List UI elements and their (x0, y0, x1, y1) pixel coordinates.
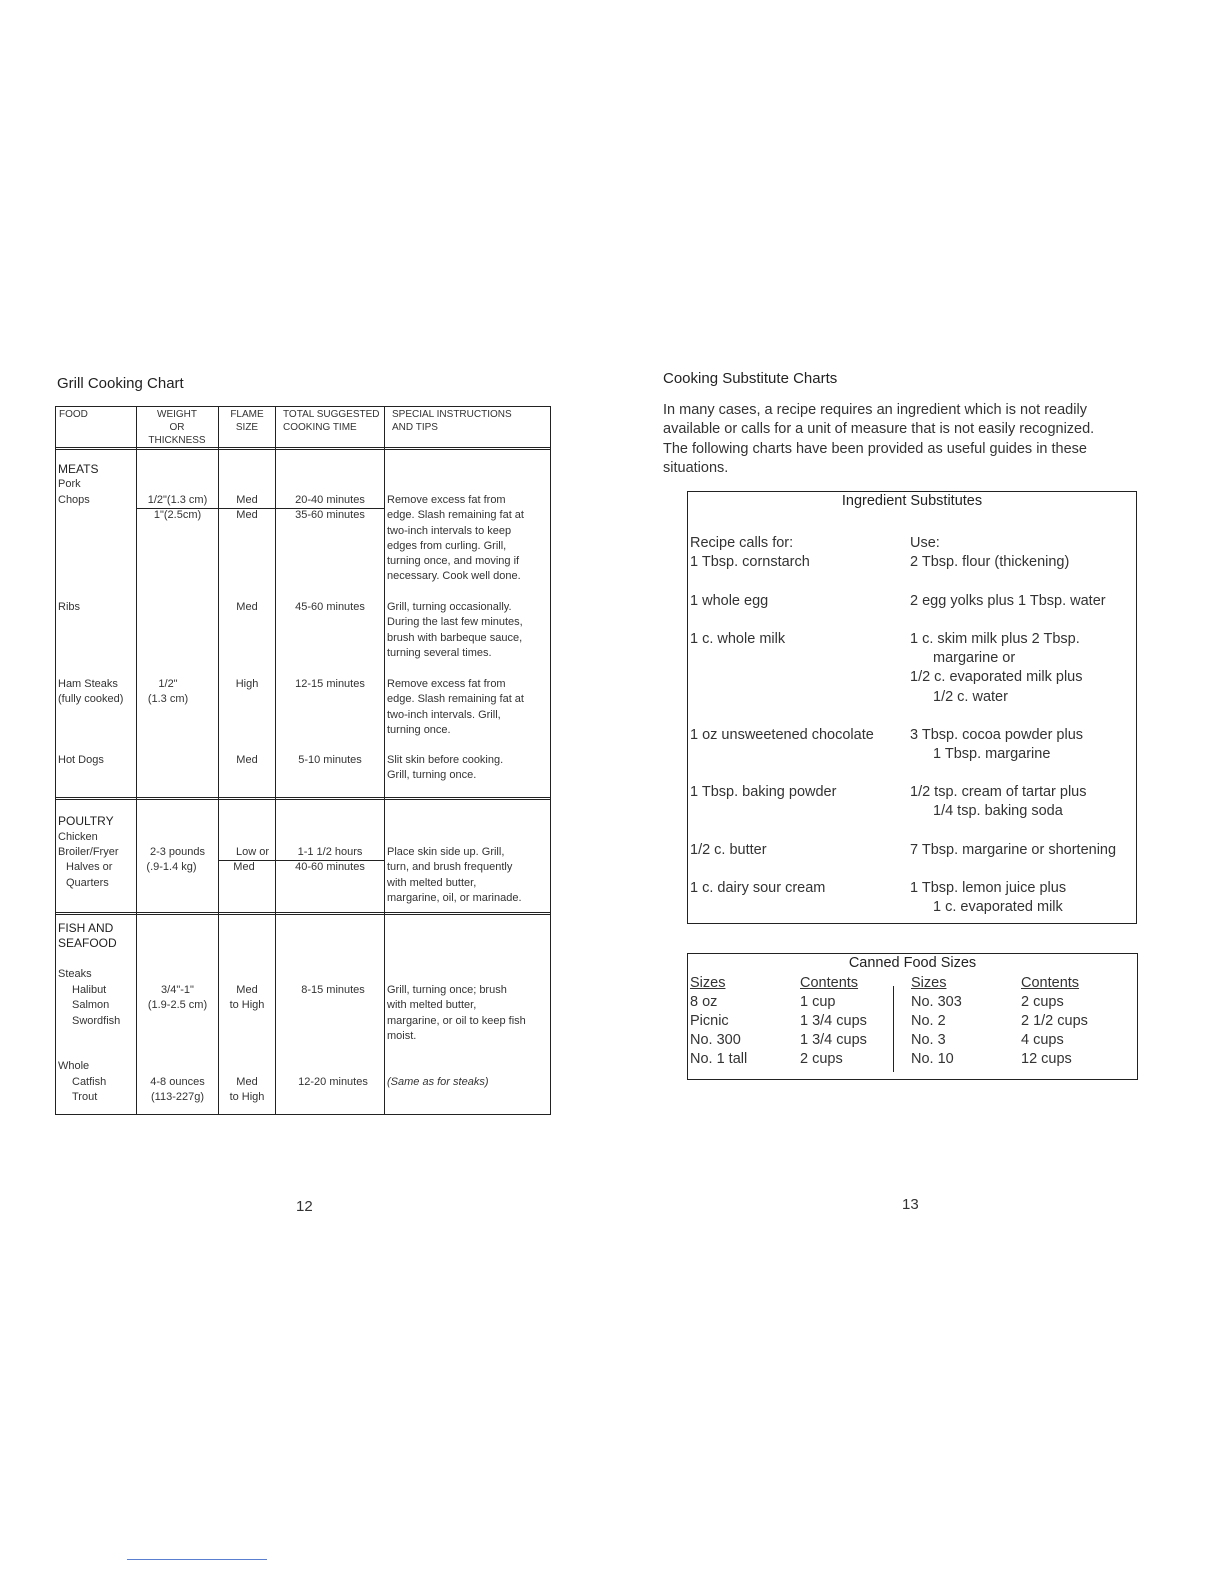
footer-rule (127, 1559, 267, 1560)
fish-whole-types: Catfish Trout (72, 1076, 107, 1104)
use-cornstarch: 2 Tbsp. flour (thickening) (910, 554, 1070, 570)
ham-time: 12-15 minutes (295, 678, 365, 690)
header-weight: WEIGHT OR THICKNESS (148, 409, 206, 446)
food-ham-steaks: Ham Steaks (fully cooked) (58, 678, 124, 706)
hotdogs-time: 5-10 minutes (298, 754, 362, 766)
header-sizes-right: Sizes (911, 975, 947, 991)
calls-cornstarch: 1 Tbsp. cornstarch (690, 554, 810, 570)
use-baking-powder: 1/2 tsp. cream of tartar plus 1/4 tsp. baking soda (910, 784, 1087, 820)
header-divider (56, 449, 550, 450)
canned-contents: 4 cups (1021, 1032, 1064, 1048)
ham-flame: High (235, 678, 259, 690)
ham-tips: Remove excess fat from edge. Slash remaining fat at two-inch intervals. Grill, turning once. (387, 678, 524, 736)
food-broiler-fryer: Broiler/Fryer Halves or Quarters (58, 846, 119, 889)
section-divider (56, 799, 550, 800)
section-divider (56, 912, 550, 913)
header-tips: SPECIAL INSTRUCTIONS AND TIPS (392, 409, 512, 433)
canned-size: No. 2 (911, 1013, 946, 1029)
poultry-weight: 2-3 pounds (.9-1.4 kg) (146, 846, 206, 874)
calls-egg: 1 whole egg (690, 593, 769, 609)
canned-size: No. 10 (911, 1051, 954, 1067)
canned-contents: 2 cups (800, 1051, 843, 1067)
ribs-time: 45-60 minutes (295, 601, 365, 613)
section-fish: FISH AND SEAFOOD (58, 921, 117, 951)
header-divider (56, 447, 550, 448)
poultry-flame-2: Med (233, 861, 255, 873)
fish-whole-time: 12-20 minutes (298, 1076, 368, 1088)
canned-food-sizes-table (687, 953, 1138, 1080)
section-divider (56, 797, 550, 798)
fish-steak-time: 8-15 minutes (301, 984, 365, 996)
canned-size: No. 1 tall (690, 1051, 748, 1067)
canned-size: No. 300 (690, 1032, 741, 1048)
canned-contents: 2 cups (1021, 994, 1064, 1010)
page-number-right: 13 (902, 1196, 919, 1213)
header-contents-left: Contents (800, 975, 859, 991)
ribs-flame: Med (236, 601, 258, 613)
section-divider (56, 914, 550, 915)
column-divider (384, 407, 385, 1114)
subsection-steaks: Steaks (58, 968, 92, 980)
section-poultry: POULTRY (58, 814, 114, 828)
canned-contents: 1 3/4 cups (800, 1032, 867, 1048)
chops-weight-1: 1/2"(1.3 cm) (147, 494, 208, 506)
calls-butter: 1/2 c. butter (690, 842, 767, 858)
chops-tips: Remove excess fat from edge. Slash remaining fat at two-inch intervals to keep edges from curling. Grill, turning once, and moving if necessary. Cook well done. (387, 494, 524, 583)
food-ribs: Ribs (58, 601, 81, 613)
canned-size: No. 303 (911, 994, 962, 1010)
calls-milk: 1 c. whole milk (690, 631, 786, 647)
use-butter: 7 Tbsp. margarine or shortening (910, 842, 1117, 858)
page-number-left: 12 (296, 1198, 313, 1215)
hotdogs-flame: Med (236, 754, 258, 766)
food-chops: Chops (58, 494, 90, 506)
chops-flame-1: Med (236, 494, 258, 506)
chops-flame-2: Med (236, 509, 258, 521)
use-chocolate: 3 Tbsp. cocoa powder plus 1 Tbsp. margarine (910, 727, 1084, 763)
canned-size: Picnic (690, 1013, 729, 1029)
column-divider (893, 986, 894, 1072)
canned-contents: 2 1/2 cups (1021, 1013, 1088, 1029)
subsection-whole: Whole (58, 1060, 90, 1072)
ribs-tips: Grill, turning occasionally. During the last few minutes, brush with barbeque sauce, turning several times. (387, 601, 523, 659)
poultry-flame-1: Low or (235, 846, 270, 858)
fish-steak-types: Halibut Salmon Swordfish (72, 984, 121, 1027)
subsection-pork: Pork (58, 478, 81, 490)
fish-steak-flame: Med to High (229, 984, 265, 1012)
fish-steak-weight: 3/4"-1" (1.9-2.5 cm) (147, 984, 208, 1012)
fish-whole-flame: Med to High (229, 1076, 265, 1104)
calls-baking-powder: 1 Tbsp. baking powder (690, 784, 837, 800)
hotdogs-tips: Slit skin before cooking. Grill, turning once. (387, 754, 504, 782)
header-time: TOTAL SUGGESTED COOKING TIME (283, 409, 380, 433)
header-contents-right: Contents (1021, 975, 1080, 991)
poultry-time-1: 1-1 1/2 hours (297, 846, 363, 858)
canned-size: 8 oz (690, 994, 718, 1010)
substitute-charts-title: Cooking Substitute Charts (663, 370, 838, 387)
canned-contents: 12 cups (1021, 1051, 1072, 1067)
grill-cooking-table (55, 406, 551, 1115)
ingredient-substitutes-table (687, 491, 1137, 924)
grill-chart-title: Grill Cooking Chart (57, 375, 184, 392)
food-hot-dogs: Hot Dogs (58, 754, 104, 766)
canned-caption: Canned Food Sizes (848, 955, 977, 971)
col-header-recipe: Recipe calls for: (690, 535, 794, 551)
header-sizes-left: Sizes (690, 975, 726, 991)
poultry-tips: Place skin side up. Grill, turn, and brush frequently with melted butter, margarine, oil, or marinade. (387, 846, 522, 904)
header-flame: FLAME SIZE (230, 409, 264, 433)
col-header-use: Use: (910, 535, 940, 551)
poultry-time-2: 40-60 minutes (295, 861, 365, 873)
canned-size: No. 3 (911, 1032, 946, 1048)
use-egg: 2 egg yolks plus 1 Tbsp. water (910, 593, 1106, 609)
use-sour-cream: 1 Tbsp. lemon juice plus 1 c. evaporated milk (910, 880, 1067, 916)
use-milk: 1 c. skim milk plus 2 Tbsp. margarine or 1/2 c. evaporated milk plus 1/2 c. water (910, 631, 1083, 705)
fish-whole-tips: (Same as for steaks) (387, 1076, 489, 1088)
chops-time-2: 35-60 minutes (295, 509, 365, 521)
chops-weight-2: 1"(2.5cm) (153, 509, 202, 521)
canned-contents: 1 3/4 cups (800, 1013, 867, 1029)
subsection-chicken: Chicken (58, 831, 98, 843)
chops-time-1: 20-40 minutes (295, 494, 365, 506)
intro-paragraph: In many cases, a recipe requires an ingredient which is not readily available or calls for a unit of measure that is not easily recognized. The following charts have been provided as useful guides in these situations. (663, 402, 1095, 476)
fish-steak-tips: Grill, turning once; brush with melted butter, margarine, or oil to keep fish moist. (387, 984, 526, 1042)
canned-contents: 1 cup (800, 994, 836, 1010)
ham-weight: 1/2" (1.3 cm) (147, 678, 189, 706)
calls-chocolate: 1 oz unsweetened chocolate (690, 727, 874, 743)
ingredient-caption: Ingredient Substitutes (841, 493, 983, 509)
calls-sour-cream: 1 c. dairy sour cream (690, 880, 826, 896)
header-food: FOOD (59, 409, 88, 420)
fish-whole-weight: 4-8 ounces (113-227g) (150, 1076, 205, 1104)
section-meats: MEATS (58, 462, 99, 476)
